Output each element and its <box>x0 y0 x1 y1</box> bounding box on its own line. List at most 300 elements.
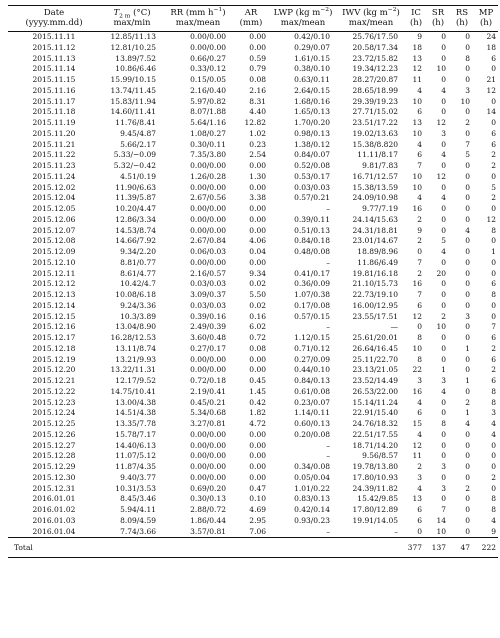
table-row <box>8 322 498 333</box>
cell-mp: 4 <box>491 429 496 439</box>
cell-iwv: 11.86/6.49 <box>357 257 398 267</box>
cell-temperature: 13.21/9.93 <box>115 354 156 364</box>
cell-ic: 7 <box>417 161 422 170</box>
cell-ic: 3 <box>417 376 422 385</box>
cell-accumulated-rain: 12.82 <box>244 118 266 127</box>
cell-accumulated-rain: 7.06 <box>249 526 266 536</box>
cell-ic: 6 <box>417 107 422 117</box>
cell-ic: 12 <box>412 440 422 450</box>
cell-rain-rate: 0.03/0.03 <box>190 300 226 310</box>
cell-accumulated-rain: 0.00 <box>249 32 266 41</box>
table-row <box>8 118 498 129</box>
cell-temperature: 7.74/3.66 <box>120 526 156 536</box>
cell-rs: 2 <box>465 483 470 493</box>
cell-rs: 0 <box>465 322 470 332</box>
cell-temperature: 8.09/4.59 <box>120 515 156 525</box>
cell-iwv: 25.76/17.50 <box>352 32 398 41</box>
cell-lwp: 1.61/0.15 <box>294 53 330 63</box>
total-label: Total <box>8 538 100 558</box>
cell-lwp: 0.57/0.15 <box>294 311 330 321</box>
cell-iwv: 15.38/13.59 <box>352 182 398 192</box>
cell-rs: 0 <box>465 451 470 461</box>
cell-temperature: 13.11/8.74 <box>115 343 156 353</box>
table-row <box>8 150 498 161</box>
cell-ic: 6 <box>417 515 422 525</box>
cell-lwp: 0.39/0.11 <box>294 214 330 224</box>
cell-rain-rate: 0.66/0.27 <box>190 53 226 63</box>
cell-ic: 10 <box>412 96 422 106</box>
table-row <box>8 516 498 527</box>
cell-sr: 12 <box>436 118 446 127</box>
cell-iwv: 15.38/8.820 <box>352 139 398 149</box>
cell-accumulated-rain: 0.02 <box>249 300 266 310</box>
table-row <box>8 494 498 505</box>
cell-lwp: – <box>326 257 330 267</box>
cell-iwv: 24.14/15.63 <box>352 214 398 224</box>
header-date: Date <box>8 6 100 19</box>
cell-sr: 8 <box>441 419 446 428</box>
table-row <box>8 226 498 237</box>
header-rs-sub: (h) <box>450 18 474 32</box>
cell-rain-rate: 0.00/0.00 <box>190 440 226 450</box>
cell-rs: 1 <box>465 408 470 418</box>
table-row <box>8 193 498 204</box>
cell-lwp: 0.53/0.17 <box>294 171 330 181</box>
cell-iwv: 28.65/18.99 <box>352 85 398 95</box>
cell-mp: 2 <box>491 193 496 203</box>
cell-temperature: 9.34/2.20 <box>120 247 156 256</box>
cell-ic: 13 <box>412 53 422 63</box>
cell-lwp: 0.83/0.13 <box>294 494 330 504</box>
cell-mp: 0 <box>491 462 496 471</box>
cell-rs: 0 <box>465 472 470 482</box>
cell-rain-rate: 3.57/0.81 <box>190 526 226 536</box>
cell-iwv: 22.73/19.10 <box>352 290 398 299</box>
cell-lwp: 1.38/0.12 <box>294 139 330 149</box>
cell-ic: 4 <box>417 139 422 149</box>
cell-rs: 0 <box>465 279 470 289</box>
cell-mp: 4 <box>491 419 496 428</box>
cell-iwv: 15.14/11.24 <box>352 397 398 407</box>
cell-mp: 8 <box>491 386 496 396</box>
cell-lwp: 1.14/0.11 <box>294 408 330 418</box>
cell-lwp: 0.23/0.07 <box>294 397 330 407</box>
cell-temperature: 10.08/6.18 <box>115 290 156 299</box>
cell-date: 2015.12.10 <box>32 257 76 267</box>
cell-sr: 0 <box>441 408 446 418</box>
cell-temperature: 10.31/3.53 <box>115 483 156 493</box>
cell-date: 2015.11.24 <box>32 171 76 181</box>
cell-sr: 4 <box>441 85 446 95</box>
table-row <box>8 376 498 387</box>
cell-temperature: 15.83/11.94 <box>110 96 156 106</box>
table-row <box>8 215 498 226</box>
table-row <box>8 301 498 312</box>
cell-date: 2015.12.07 <box>32 225 76 235</box>
cell-ic: 6 <box>417 408 422 418</box>
cell-ic: 2 <box>417 214 422 224</box>
cell-lwp: 0.84/0.18 <box>294 236 330 246</box>
cell-iwv: 25.11/22.70 <box>352 354 398 364</box>
cell-lwp: 0.38/0.10 <box>294 64 330 74</box>
cell-sr: 0 <box>441 225 446 235</box>
cell-mp: 2 <box>491 472 496 482</box>
cell-iwv: 11.11/8.17 <box>357 150 398 160</box>
cell-temperature: 10.86/6.46 <box>115 64 156 74</box>
cell-iwv: 9.56/8.57 <box>362 451 398 461</box>
cell-mp: 0 <box>491 204 496 213</box>
cell-sr: 0 <box>441 53 446 63</box>
cell-iwv: 27.71/15.02 <box>352 107 398 117</box>
cell-rs: 0 <box>465 290 470 299</box>
cell-ic: 4 <box>417 429 422 439</box>
cell-accumulated-rain: 0.00 <box>249 472 266 482</box>
cell-accumulated-rain: 1.02 <box>249 128 266 138</box>
cell-mp: 8 <box>491 494 496 504</box>
cell-rs: 4 <box>465 419 470 428</box>
cell-ic: 10 <box>412 182 422 192</box>
cell-date: 2015.12.12 <box>32 279 76 289</box>
cell-sr: 0 <box>441 107 446 117</box>
cell-date: 2015.12.21 <box>32 376 76 385</box>
cell-accumulated-rain: 0.23 <box>249 139 266 149</box>
cell-mp: 0 <box>491 96 496 106</box>
cell-iwv: 23.13/21.05 <box>352 365 398 375</box>
cell-lwp: 1.01/0.22 <box>294 483 330 493</box>
cell-lwp: 0.84/0.07 <box>294 150 330 160</box>
cell-accumulated-rain: 0.00 <box>249 225 266 235</box>
cell-rs: 0 <box>465 193 470 203</box>
cell-sr: 0 <box>441 257 446 267</box>
cell-ic: 10 <box>412 128 422 138</box>
cell-ic: 0 <box>417 322 422 332</box>
cell-iwv: 23.52/14.49 <box>352 376 398 385</box>
cell-temperature: 13.00/4.38 <box>115 397 156 407</box>
cell-accumulated-rain: 0.16 <box>249 311 266 321</box>
cell-date: 2015.12.16 <box>32 322 76 332</box>
cell-date: 2015.12.30 <box>32 472 76 482</box>
cell-ic: 0 <box>417 526 422 536</box>
cell-iwv: 26.53/22.00 <box>352 386 398 396</box>
cell-rain-rate: 0.03/0.03 <box>190 279 226 289</box>
cell-sr: 4 <box>441 386 446 396</box>
cell-temperature: 11.39/5.87 <box>115 193 156 203</box>
cell-mp: 5 <box>491 182 496 192</box>
cell-date: 2015.11.14 <box>32 64 76 74</box>
cell-accumulated-rain: 0.47 <box>249 483 266 493</box>
cell-temperature: 13.04/8.90 <box>115 322 156 332</box>
cell-date: 2015.11.11 <box>32 32 76 41</box>
cell-ic: 18 <box>412 42 422 52</box>
header-sr-sub: (h) <box>426 18 450 32</box>
cell-date: 2015.11.12 <box>32 42 76 52</box>
cell-sr: 0 <box>441 279 446 289</box>
cell-rs: 0 <box>465 505 470 514</box>
cell-mp: 24 <box>486 32 496 41</box>
cell-iwv: 24.09/10.98 <box>352 193 398 203</box>
cell-mp: 9 <box>491 526 496 536</box>
table-row <box>8 430 498 441</box>
cell-sr: 4 <box>441 150 446 160</box>
cell-sr: 0 <box>441 429 446 439</box>
cell-rs: 5 <box>465 150 470 160</box>
cell-mp: 12 <box>486 214 496 224</box>
total-row <box>8 538 498 558</box>
cell-accumulated-rain: 3.38 <box>249 193 266 203</box>
cell-sr: 0 <box>441 42 446 52</box>
cell-rain-rate: 0.72/0.18 <box>190 376 226 385</box>
cell-ic: 15 <box>412 419 422 428</box>
cell-rs: 8 <box>465 53 470 63</box>
cell-temperature: 11.90/6.63 <box>115 182 156 192</box>
cell-date: 2016.01.02 <box>32 505 76 514</box>
cell-iwv: 23.01/14.67 <box>352 236 398 246</box>
cell-iwv: 16.00/12.95 <box>352 300 398 310</box>
cell-date: 2015.12.11 <box>32 268 76 278</box>
cell-rs: 0 <box>465 161 470 170</box>
table-row <box>8 441 498 452</box>
table-row <box>8 54 498 65</box>
cell-accumulated-rain: 0.79 <box>249 64 266 74</box>
table-row <box>8 258 498 269</box>
cell-mp: 0 <box>491 300 496 310</box>
cell-sr: 0 <box>441 494 446 504</box>
cell-rs: 0 <box>465 268 470 278</box>
cell-temperature: 5.66/2.17 <box>120 139 156 149</box>
table-footer <box>8 538 498 558</box>
cell-rs: 4 <box>465 225 470 235</box>
cell-rain-rate: 0.00/0.00 <box>190 451 226 461</box>
cell-rain-rate: 0.06/0.03 <box>190 247 226 256</box>
cell-lwp: 0.84/0.13 <box>294 376 330 385</box>
table-row <box>8 462 498 473</box>
table-row <box>8 279 498 290</box>
cell-rain-rate: 0.39/0.16 <box>190 311 226 321</box>
cell-rain-rate: 0.30/0.13 <box>190 494 226 504</box>
cell-date: 2015.12.15 <box>32 311 76 321</box>
cell-lwp: 0.20/0.08 <box>294 429 330 439</box>
cell-lwp: 0.61/0.08 <box>294 386 330 396</box>
cell-iwv: 15.42/9.85 <box>357 494 398 504</box>
cell-rain-rate: 0.00/0.00 <box>190 472 226 482</box>
table-row <box>8 505 498 516</box>
cell-sr: 0 <box>441 75 446 84</box>
cell-lwp: 0.93/0.23 <box>294 515 330 525</box>
cell-temperature: 8.81/0.77 <box>120 257 156 267</box>
cell-sr: 0 <box>441 161 446 170</box>
cell-iwv: 20.58/17.34 <box>352 42 398 52</box>
cell-date: 2015.12.09 <box>32 247 76 256</box>
header-row-sub <box>8 18 498 32</box>
cell-sr: 10 <box>436 322 446 332</box>
cell-temperature: 5.94/4.11 <box>120 505 156 514</box>
cell-sr: 0 <box>441 451 446 461</box>
cell-iwv: 9.77/7.19 <box>362 204 398 213</box>
cell-rain-rate: 0.00/0.00 <box>190 204 226 213</box>
table-row <box>8 527 498 538</box>
table-row <box>8 64 498 75</box>
cell-iwv: — <box>390 322 398 332</box>
cell-rs: 0 <box>465 247 470 256</box>
cell-rain-rate: 5.97/0.82 <box>190 96 226 106</box>
cell-sr: 4 <box>441 247 446 256</box>
cell-sr: 0 <box>441 397 446 407</box>
table-row <box>8 451 498 462</box>
cell-rain-rate: 0.00/0.00 <box>190 354 226 364</box>
cell-sr: 0 <box>441 32 446 41</box>
cell-iwv: 26.64/16.45 <box>352 343 398 353</box>
cell-temperature: 12.17/9.52 <box>115 376 156 385</box>
cell-sr: 0 <box>441 290 446 299</box>
cell-sr: 0 <box>441 214 446 224</box>
cell-accumulated-rain: 0.00 <box>249 429 266 439</box>
cell-sr: 7 <box>441 505 446 514</box>
cell-ic: 2 <box>417 462 422 471</box>
cell-temperature: 13.35/7.78 <box>115 419 156 428</box>
cell-rs: 0 <box>465 171 470 181</box>
cell-ic: 16 <box>412 386 422 396</box>
cell-lwp: 0.60/0.13 <box>294 419 330 428</box>
cell-sr: 3 <box>441 462 446 471</box>
cell-ic: 13 <box>412 494 422 504</box>
cell-sr: 5 <box>441 236 446 246</box>
cell-mp: 6 <box>491 53 496 63</box>
cell-temperature: 5.32/−0.42 <box>113 161 156 170</box>
cell-lwp: 0.27/0.09 <box>294 354 330 364</box>
cell-accumulated-rain: 0.00 <box>249 451 266 461</box>
cell-rain-rate: 0.15/0.05 <box>190 75 226 84</box>
cell-iwv: 24.39/11.82 <box>352 483 398 493</box>
cell-rs: 0 <box>465 494 470 504</box>
cell-iwv: 21.10/15.73 <box>352 279 398 289</box>
cell-rain-rate: 7.35/3.80 <box>190 150 226 160</box>
cell-accumulated-rain: 1.82 <box>249 408 266 418</box>
cell-sr: 0 <box>441 300 446 310</box>
cell-date: 2015.12.04 <box>32 193 76 203</box>
cell-lwp: – <box>326 204 330 213</box>
cell-iwv: – <box>394 526 398 536</box>
cell-date: 2015.12.18 <box>32 343 76 353</box>
cell-temperature: 14.51/4.38 <box>115 408 156 418</box>
table-row <box>8 365 498 376</box>
table-body <box>8 32 498 538</box>
cell-rain-rate: 0.00/0.00 <box>190 462 226 471</box>
cell-iwv: 17.80/10.93 <box>352 472 398 482</box>
cell-lwp: 1.70/0.20 <box>294 118 330 127</box>
cell-sr: 0 <box>441 182 446 192</box>
cell-mp: 1 <box>491 247 496 256</box>
cell-date: 2015.12.14 <box>32 300 76 310</box>
table-row <box>8 484 498 495</box>
cell-ic: 9 <box>417 225 422 235</box>
cell-rain-rate: 0.30/0.11 <box>190 139 226 149</box>
table-row <box>8 312 498 323</box>
table-row <box>8 290 498 301</box>
header-temperature: $T_{2 m}$ (°C) <box>100 6 164 19</box>
cell-date: 2015.12.23 <box>32 397 76 407</box>
cell-accumulated-rain: 5.50 <box>249 290 266 299</box>
cell-accumulated-rain: 2.16 <box>249 85 266 95</box>
cell-rain-rate: 0.69/0.20 <box>190 483 226 493</box>
cell-lwp: – <box>326 440 330 450</box>
cell-lwp: 0.41/0.17 <box>294 268 330 278</box>
cell-ic: 10 <box>412 171 422 181</box>
cell-rain-rate: 0.00/0.00 <box>190 32 226 41</box>
table-row <box>8 32 498 43</box>
cell-ic: 8 <box>417 354 422 364</box>
cell-rain-rate: 2.67/0.56 <box>190 193 226 203</box>
cell-sr: 3 <box>441 483 446 493</box>
cell-rain-rate: 1.26/0.28 <box>190 171 226 181</box>
cell-lwp: 0.42/0.14 <box>294 505 330 514</box>
cell-rs: 0 <box>465 440 470 450</box>
cell-accumulated-rain: 8.31 <box>249 96 266 106</box>
cell-rs: 0 <box>465 236 470 246</box>
table-row <box>8 344 498 355</box>
header-mp-sub: (h) <box>474 18 498 32</box>
cell-lwp: 0.17/0.08 <box>294 300 330 310</box>
cell-lwp: 0.42/0.10 <box>294 32 330 41</box>
cell-mp: 0 <box>491 171 496 181</box>
cell-sr: 0 <box>441 354 446 364</box>
cell-iwv: 17.80/12.89 <box>352 505 398 514</box>
cell-lwp: 0.29/0.07 <box>294 42 330 52</box>
cell-temperature: 5.33/−0.09 <box>113 150 156 160</box>
cell-temperature: 14.40/6.13 <box>115 440 156 450</box>
cell-lwp: 0.57/0.21 <box>294 193 330 203</box>
cell-mp: 8 <box>491 290 496 299</box>
table-row <box>8 419 498 430</box>
cell-accumulated-rain: 0.02 <box>249 279 266 289</box>
cell-date: 2016.01.03 <box>32 515 76 525</box>
cell-mp: 21 <box>486 75 496 84</box>
cell-lwp: 1.68/0.16 <box>294 96 330 106</box>
cell-mp: 6 <box>491 139 496 149</box>
cell-ic: 12 <box>412 311 422 321</box>
table-row <box>8 107 498 118</box>
cell-date: 2015.12.20 <box>32 365 76 375</box>
cell-rain-rate: 0.00/0.00 <box>190 42 226 52</box>
cell-mp: 6 <box>491 333 496 342</box>
cell-lwp: 0.48/0.08 <box>294 247 330 256</box>
cell-mp: 6 <box>491 376 496 385</box>
table-row <box>8 43 498 54</box>
cell-iwv: 19.81/16.18 <box>352 268 398 278</box>
cell-mp: 4 <box>491 515 496 525</box>
cell-accumulated-rain: 9.34 <box>249 268 266 278</box>
cell-date: 2015.11.13 <box>32 53 76 63</box>
cell-sr: 0 <box>441 333 446 342</box>
cell-accumulated-rain: 0.08 <box>249 343 266 353</box>
cell-accumulated-rain: 0.00 <box>249 257 266 267</box>
cell-mp: 14 <box>486 107 496 117</box>
total-sr: 137 <box>426 538 450 558</box>
cell-accumulated-rain: 0.00 <box>249 462 266 471</box>
cell-temperature: 12.85/11.13 <box>110 32 156 41</box>
cell-date: 2015.12.05 <box>32 204 76 213</box>
cell-rs: 0 <box>465 42 470 52</box>
cell-mp: 6 <box>491 354 496 364</box>
cell-mp: 2 <box>491 365 496 375</box>
cell-rs: 0 <box>465 257 470 267</box>
cell-date: 2015.11.20 <box>32 128 76 138</box>
cell-temperature: 14.53/8.74 <box>115 225 156 235</box>
cell-accumulated-rain: 0.45 <box>249 376 266 385</box>
cell-iwv: 22.91/15.40 <box>352 408 398 418</box>
cell-rs: 0 <box>465 354 470 364</box>
cell-sr: 12 <box>436 171 446 181</box>
cell-rs: 0 <box>465 515 470 525</box>
